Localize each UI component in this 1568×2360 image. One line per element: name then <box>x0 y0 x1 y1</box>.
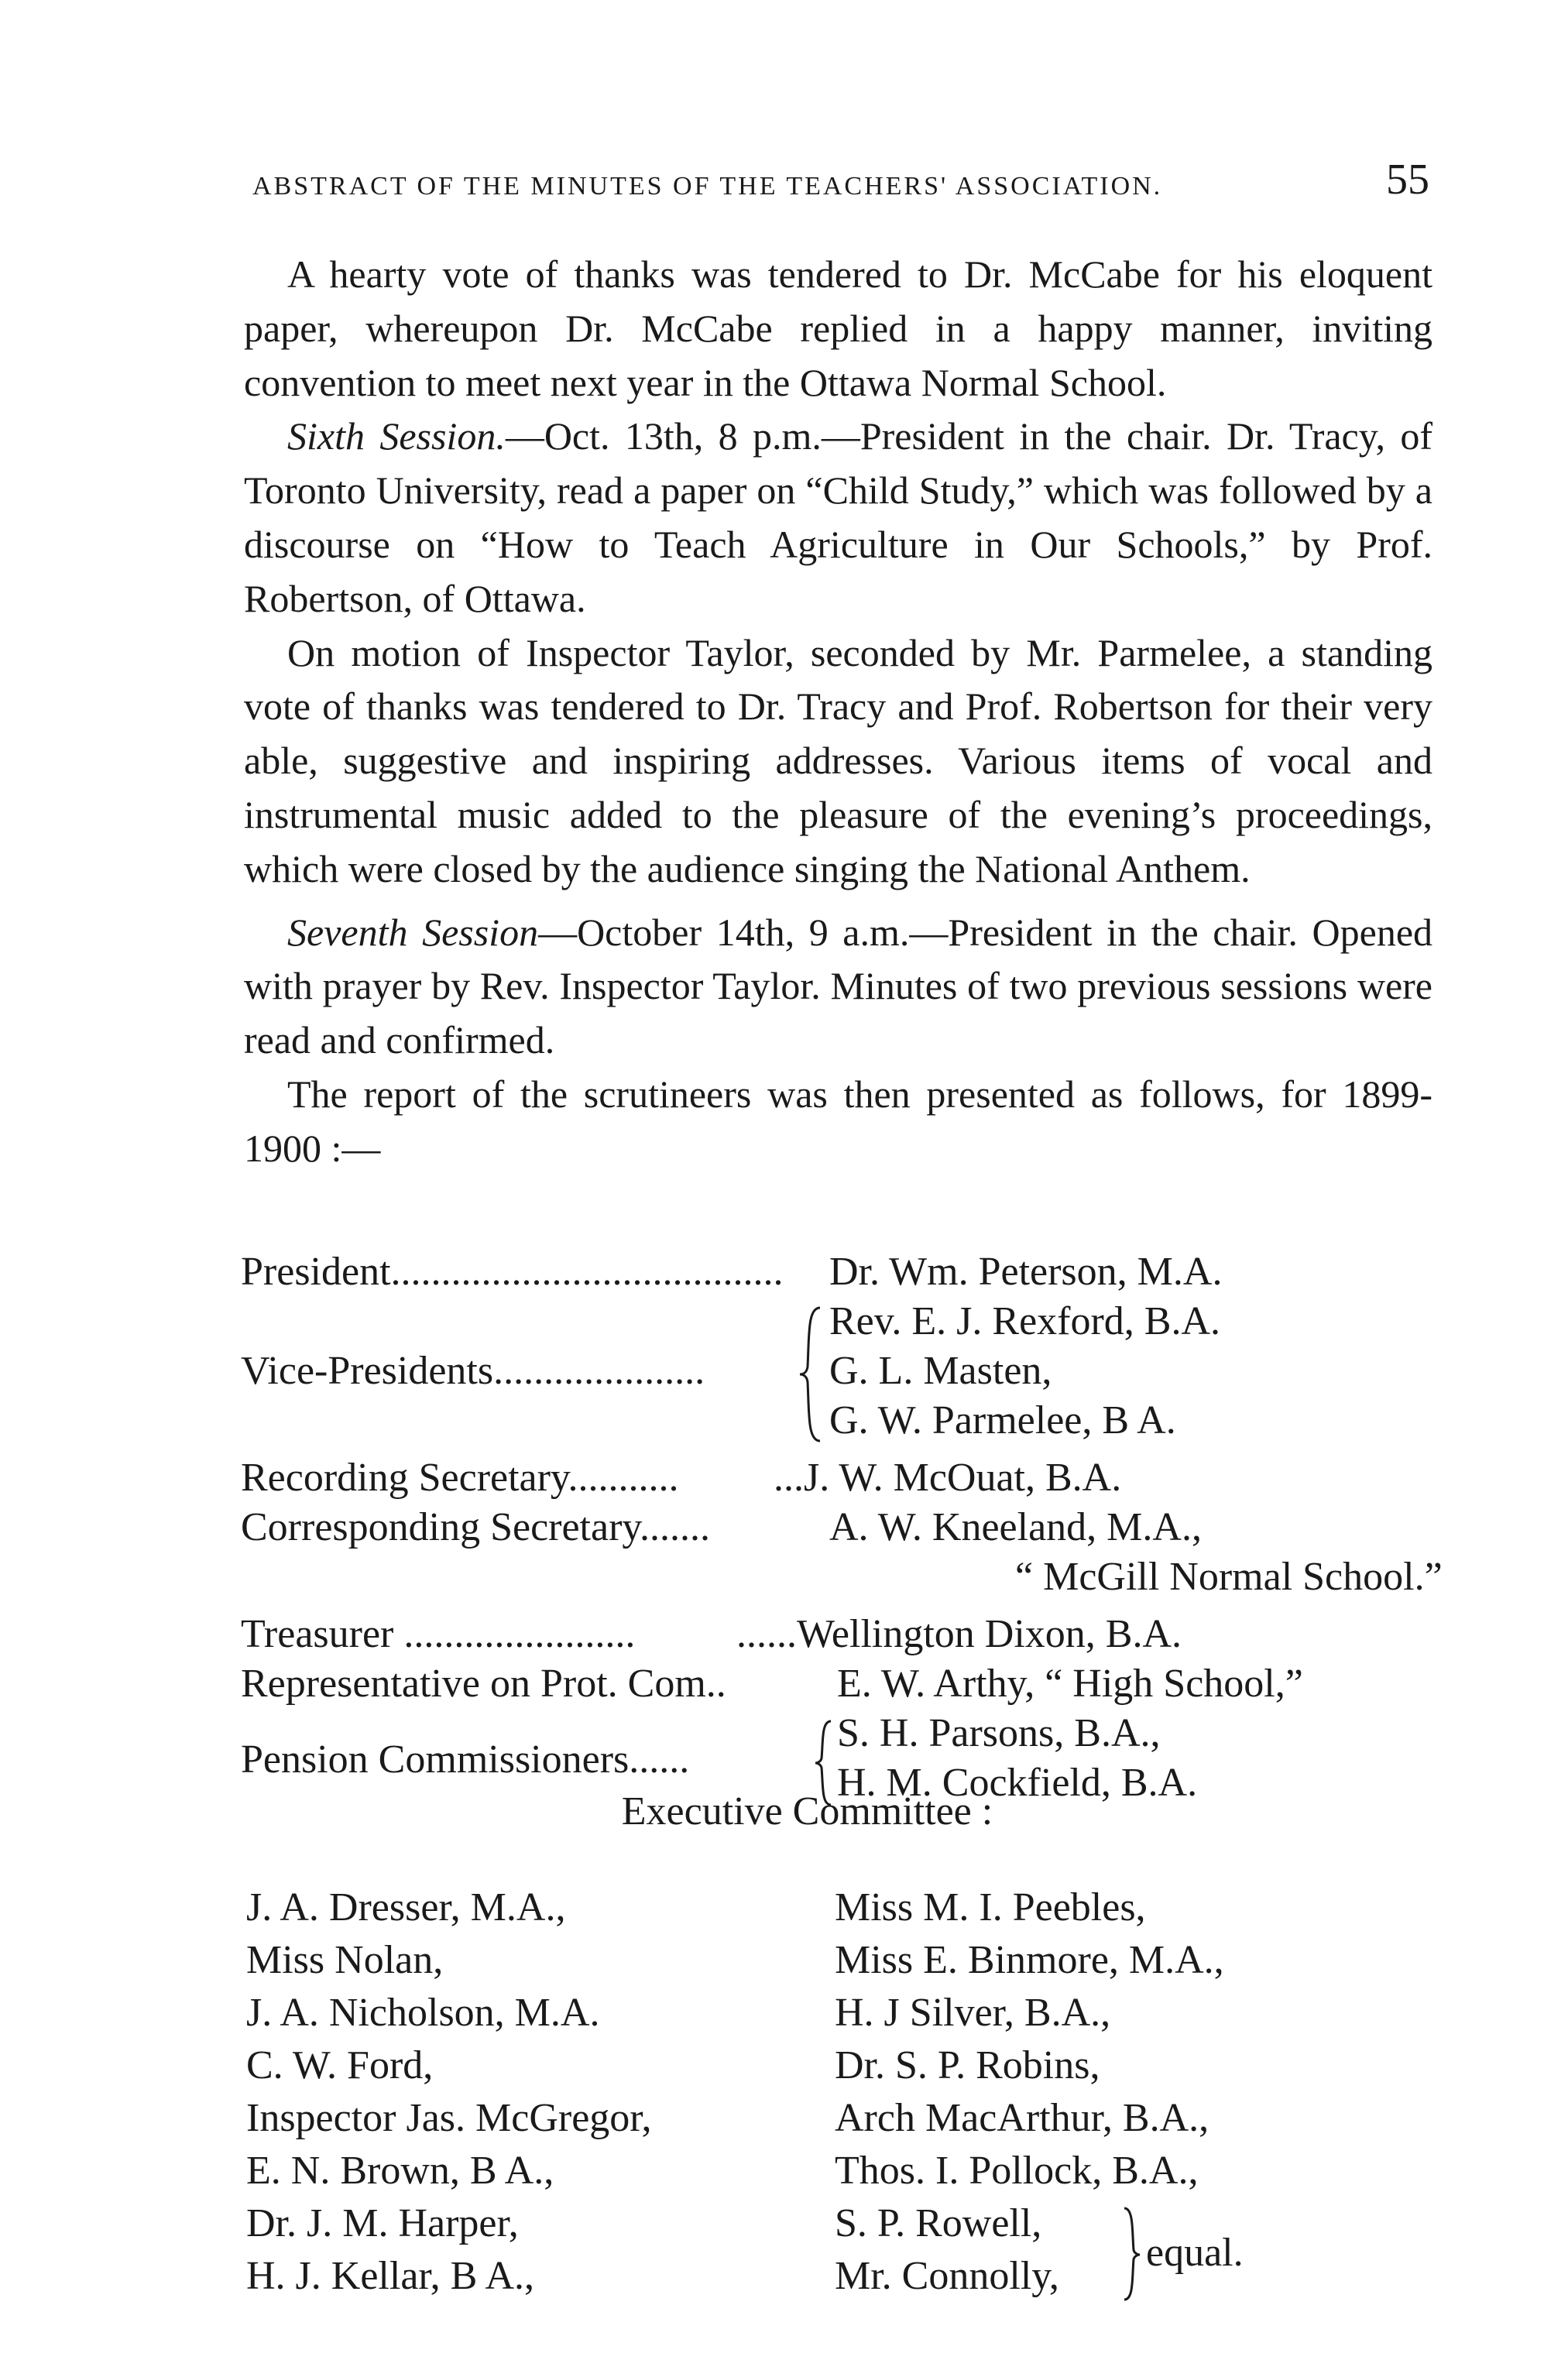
member-name: C. W. Ford, <box>246 2043 434 2087</box>
brace-equal <box>1120 2205 1143 2303</box>
member-name: Arch MacArthur, B.A., <box>835 2096 1209 2140</box>
member-name: Inspector Jas. McGregor, <box>246 2096 652 2140</box>
member-name: Thos. I. Pollock, B.A., <box>835 2149 1199 2193</box>
session-label: Sixth Session. <box>287 414 506 458</box>
member-name: H. J. Kellar, B A., <box>246 2254 534 2298</box>
page-number: 55 <box>1386 156 1429 204</box>
officer-name: S. H. Parsons, B.A., <box>837 1711 1161 1755</box>
member-name: Miss M. I. Peebles, <box>835 1885 1146 1930</box>
officer-name: G. W. Parmelee, B A. <box>829 1398 1176 1442</box>
office-label: Corresponding Secretary....... <box>241 1505 711 1549</box>
paragraph-seventh-session <box>244 906 1432 1068</box>
member-name: Dr. J. M. Harper, <box>246 2201 519 2245</box>
officer-address: “ McGill Normal School.” <box>1015 1555 1443 1599</box>
member-name: E. N. Brown, B A., <box>246 2149 554 2193</box>
brace-vice-presidents <box>797 1305 825 1444</box>
officer-name: A. W. Kneeland, M.A., <box>829 1505 1202 1549</box>
member-name: J. A. Dresser, M.A., <box>246 1885 566 1930</box>
member-name: S. P. Rowell, <box>835 2201 1042 2245</box>
officer-name: ......Wellington Dixon, B.A. <box>736 1612 1182 1656</box>
equal-note: equal. <box>1146 2231 1244 2275</box>
paragraph-scrutineers-report: The report of the scrutineers was then presented as follows, for 1899-1900 :— <box>244 1072 1432 1170</box>
paragraph-sixth-session <box>244 410 1432 626</box>
office-label: Vice-Presidents..................... <box>241 1349 705 1393</box>
office-label: President....................................... <box>241 1250 784 1294</box>
officer-name: ...J. W. McOuat, B.A. <box>774 1456 1122 1500</box>
office-label: Treasurer ....................... <box>241 1612 636 1656</box>
member-name: H. J Silver, B.A., <box>835 1991 1111 2035</box>
officer-name: Dr. Wm. Peterson, M.A. <box>829 1250 1223 1294</box>
officer-name: E. W. Arthy, “ High School,” <box>837 1662 1303 1706</box>
executive-left-column <box>246 1881 652 2303</box>
paragraph-vote-of-thanks: A hearty vote of thanks was tendered to Dr. McCabe for his eloquent paper, whereupon Dr. McCabe replied in a happy manner, inviting convention to meet next year in the Ottawa Normal School. <box>244 252 1432 404</box>
session-label: Seventh Session <box>287 910 539 954</box>
officer-name: H. M. Cockfield, B.A. <box>837 1761 1198 1805</box>
office-label: Recording Secretary........... <box>241 1456 679 1500</box>
executive-committee-title: Executive Committee : <box>621 1789 993 1833</box>
session-text: —October 14th, 9 a.m.—President in the chair. Opened with prayer by Rev. Inspector Taylor. Minutes of two previous sessions were read and confirmed. <box>244 910 1433 1062</box>
member-name: J. A. Nicholson, M.A. <box>246 1991 600 2035</box>
member-name: Miss E. Binmore, M.A., <box>835 1938 1224 1982</box>
member-name: Dr. S. P. Robins, <box>835 2043 1100 2087</box>
member-name: Miss Nolan, <box>246 1938 444 1982</box>
running-head: ABSTRACT OF THE MINUTES OF THE TEACHERS' ASSOCIATION. <box>252 172 1163 201</box>
officer-name: G. L. Masten, <box>829 1349 1052 1393</box>
paragraph-standing-vote: On motion of Inspector Taylor, seconded by Mr. Parmelee, a standing vote of thanks was tendered to Dr. Tracy and Prof. Robertson for their very able, suggestive and inspiring addresses. Various items of vocal and instrumental music added to the pleasure of the evening’s proceedings, which were closed by the audience singing the National Anthem. <box>244 630 1432 890</box>
body-text <box>244 248 1432 1176</box>
member-name: Mr. Connolly, <box>835 2254 1059 2298</box>
page-header <box>252 155 1429 217</box>
session-text: —Oct. 13th, 8 p.m.—President in the chair. Dr. Tracy, of Toronto University, read a paper on “Child Study,” which was followed by a discourse on “How to Teach Agriculture in Our Schools,” by Prof. Robertson, of Ottawa. <box>244 414 1432 620</box>
officer-name: Rev. E. J. Rexford, B.A. <box>829 1299 1221 1343</box>
office-label: Representative on Prot. Com.. <box>241 1662 726 1706</box>
office-label: Pension Commissioners...... <box>241 1737 690 1782</box>
